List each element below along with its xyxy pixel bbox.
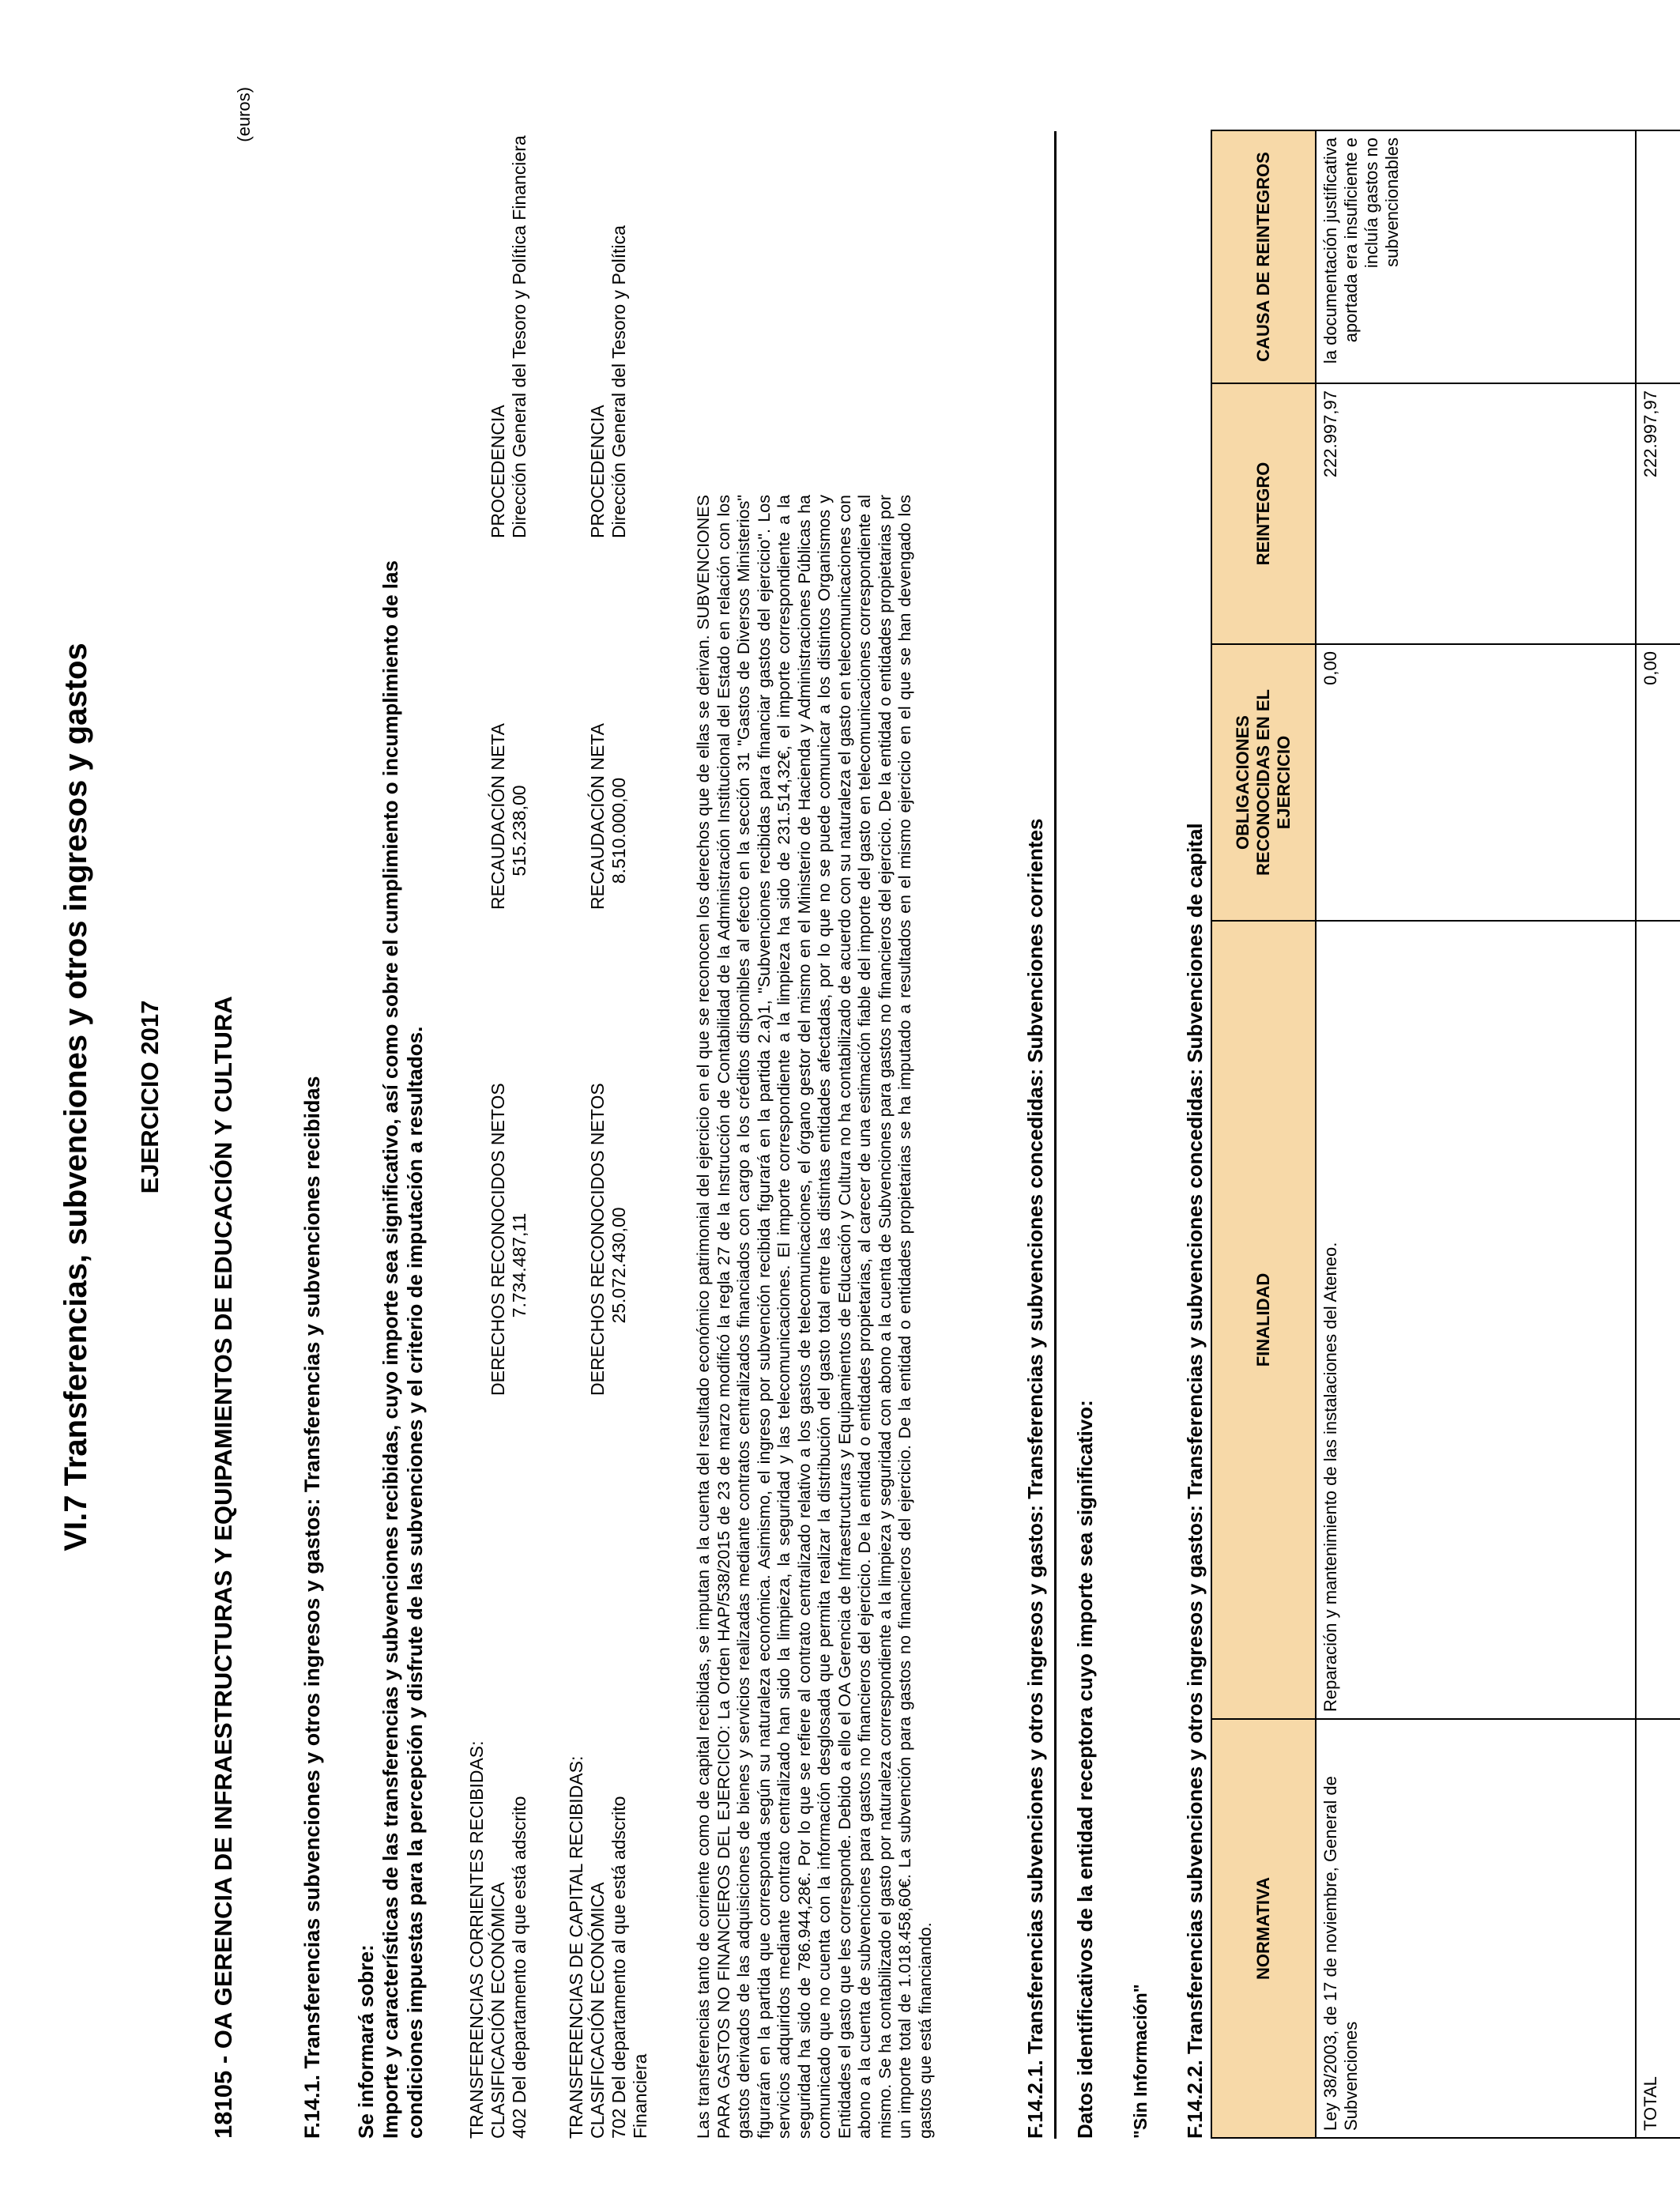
capital-procedencia-header: PROCEDENCIA — [587, 405, 608, 538]
reporting-scope — [354, 495, 428, 2139]
corrientes-recaudacion-header: RECAUDACIÓN NETA — [488, 723, 508, 910]
section-f141-heading: F.14.1. Transferencias subvenciones y otros ingresos y gastos: Transferencias y subvenciones recibidas — [300, 1076, 324, 2139]
section-f1421-heading: F.14.2.1. Transferencias subvenciones y otros ingresos y gastos: Transferencias y subvenciones concedidas: Subvenciones corrientes — [1023, 818, 1047, 2139]
corrientes-concepto: 402 Del departamento al que está adscrito — [509, 1796, 529, 2139]
table-row — [1316, 130, 1636, 2138]
corrientes-derechos-header: DERECHOS RECONOCIDOS NETOS — [488, 1083, 508, 1396]
exercise-year: EJERCICIO 2017 — [136, 1000, 164, 1194]
entity-heading: 18105 - OA GERENCIA DE INFRAESTRUCTURAS Y EQUIPAMIENTOS DE EDUCACIÓN Y CULTURA — [209, 996, 237, 2139]
capital-concepto: 702 Del departamento al que está adscrito — [608, 1796, 629, 2139]
imputation-paragraph: Las transferencias tanto de corriente como de capital recibidas, se imputan a la cuenta del resultado económico patrimonial del ejercicio en el que se reconocen los derechos que de ellas se derivan. SUBVENCIONES PARA GASTOS NO FINANCIEROS DEL EJERCICIO: La Orden HAP/538/2015 de 23 de marzo modificó la regla 27 de la Instrucción de Contabilidad de la Administración Institucional del Estado en relación con los gastos derivados de las adquisiciones de bienes y servicios realizadas mediante contratos centralizados financiados con cargo a los créditos disponibles al efecto en la sección 31 "Gastos de Diversos Ministerios" figurarán en la partida que corresponda según su naturaleza económica. Asimismo, el ingreso por subvención recibida figurará en la partida 2.a)1, "Subvenciones recibidas para financiar gastos del ejercicio". Los servicios adquiridos mediante contrato centralizado han sido la limpieza, la seguridad y las telecomunicaciones. El importe correspondiente a la limpieza ha sido de 231.514,32€, el importe correspondiente a la seguridad ha sido de 786.944,28€. Por lo que se refiere al contrato centralizado relativo a los gastos de telecomunicaciones, el órgano gestor del mismo en el Ministerio de Hacienda y Administraciones Públicas ha comunicado que no cuenta con la información desglosada que permita realizar la distribución del gasto total entre las distintas entidades afectadas, por lo que no se puede comunicar a los distintos Organismos y Entidades el gasto que les corresponde. Debido a ello el OA Gerencia de Infraestructuras y Equipamientos de Educación y Cultura no ha contabilizado de acuerdo con su naturaleza el gasto en telecomunicaciones con abono a la cuenta de subvenciones para gastos no financieros del ejercicio. De la entidad o entidades propietarias, al carecer de una estimación fiable del importe del gasto en telecomunicaciones correspondiente al mismo. Se ha contabilizado el gasto por naturaleza correspondiente a la limpieza y seguridad con abono a la cuenta de Subvenciones para gastos no financieros del ejercicio. De la entidad o entidades propietarias por un importe total de 1.018.458,60€. La subvención para gastos no financieros del ejercicio. De la entidad o entidades propietarias se ha imputado a resultados en el mismo ejercicio en el que se han devengado los gastos que está financiando. — [694, 495, 935, 2139]
table-total-row — [1636, 130, 1680, 2138]
capital-title: TRANSFERENCIAS DE CAPITAL RECIBIDAS: — [566, 1755, 586, 2139]
table-header-row — [1211, 130, 1316, 2138]
col-finalidad: FINALIDAD — [1211, 921, 1316, 1719]
subvenciones-capital-table — [1211, 130, 1680, 2139]
importe-description: Importe y características de las transferencias y subvenciones recibidas, cuyo importe sea significativo, así como sobre el cumplimiento o incumplimiento de las condiciones impuestas para la percepción y disfrute de las subvenciones y el criterio de imputación a resultados. — [379, 560, 427, 2139]
corrientes-labels — [466, 1740, 530, 2139]
corrientes-clasificacion: CLASIFICACIÓN ECONÓMICA — [488, 1882, 508, 2139]
cell-causa: la documentación justificativa aportada era insuficiente e incluía gastos no subvencionables — [1316, 130, 1636, 383]
cell-reintegro: 222.997,97 — [1316, 383, 1636, 644]
capital-concepto-cont: Financiera — [630, 2053, 650, 2139]
page-title: VI.7 Transferencias, subvenciones y otros ingresos y gastos — [58, 643, 93, 1551]
capital-labels — [566, 1756, 651, 2139]
section-f1422-heading: F.14.2.2. Transferencias subvenciones y otros ingresos y gastos: Transferencias y subvenciones concedidas: Subvenciones de capital — [1183, 823, 1207, 2139]
corrientes-procedencia-header: PROCEDENCIA — [488, 405, 508, 538]
capital-procedencia-value: Dirección General del Tesoro y Política — [608, 225, 629, 538]
corrientes-derechos-value: 7.734.487,11 — [509, 1212, 529, 1318]
col-normativa: NORMATIVA — [1211, 1719, 1316, 2138]
cell-normativa: Ley 38/2003, de 17 de noviembre, General de Subvenciones — [1316, 1719, 1636, 2138]
corrientes-title: TRANSFERENCIAS CORRIENTES RECIBIDAS: — [466, 1740, 487, 2139]
cell-finalidad: Reparación y mantenimiento de las instalaciones del Ateneo. — [1316, 921, 1636, 1719]
capital-derechos-value: 25.072.430,00 — [608, 1207, 629, 1324]
se-informara-label: Se informará sobre: — [354, 1944, 378, 2139]
section-divider — [1054, 131, 1057, 2139]
capital-recaudacion-header: RECAUDACIÓN NETA — [587, 723, 608, 910]
sin-informacion: "Sin Información" — [1130, 1984, 1151, 2139]
col-obligaciones: OBLIGACIONES RECONOCIDAS EN EL EJERCICIO — [1211, 644, 1316, 921]
total-reintegro: 222.997,97 — [1636, 383, 1680, 644]
total-obligaciones: 0,00 — [1636, 644, 1680, 921]
datos-identificativos: Datos identificativos de la entidad receptora cuyo importe sea significativo: — [1073, 1400, 1097, 2139]
total-finalidad-empty — [1636, 921, 1680, 1719]
cell-obligaciones: 0,00 — [1316, 644, 1636, 921]
capital-clasificacion: CLASIFICACIÓN ECONÓMICA — [587, 1882, 608, 2139]
corrientes-procedencia-value: Dirección General del Tesoro y Política Financiera — [509, 135, 529, 538]
total-label: TOTAL — [1636, 1719, 1680, 2138]
total-causa-empty — [1636, 130, 1680, 383]
capital-derechos-header: DERECHOS RECONOCIDOS NETOS — [587, 1083, 608, 1396]
currency-note: (euros) — [234, 87, 254, 142]
corrientes-recaudacion-value: 515.238,00 — [509, 785, 529, 876]
capital-recaudacion-value: 8.510.000,00 — [608, 777, 629, 884]
col-causa: CAUSA DE REINTEGROS — [1211, 130, 1316, 383]
col-reintegro: REINTEGRO — [1211, 383, 1316, 644]
